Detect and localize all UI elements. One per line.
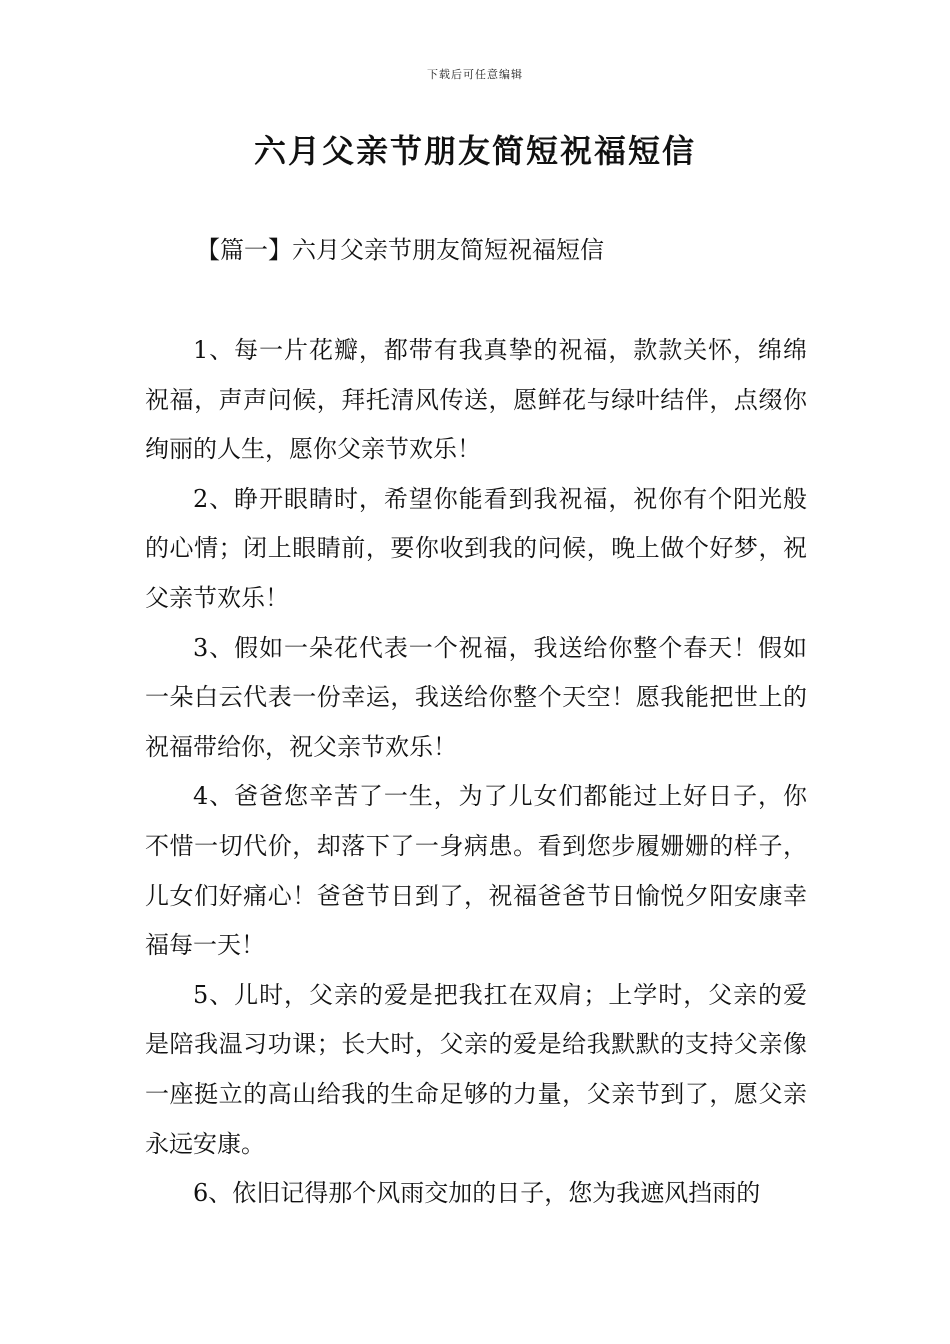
header-note: 下载后可任意编辑	[427, 68, 523, 81]
paragraph-3: 3、假如一朵花代表一个祝福，我送给你整个春天！假如一朵白云代表一份幸运，我送给你整个天空！愿我能把世上的祝福带给你，祝父亲节欢乐！	[145, 633, 807, 761]
paragraph-5: 5、儿时，父亲的爱是把我扛在双肩；上学时，父亲的爱是陪我温习功课；长大时，父亲的爱是给我默默的支持父亲像一座挺立的高山给我的生命足够的力量，父亲节到了，愿父亲永远安康。	[145, 980, 807, 1158]
paragraph-4: 4、爸爸您辛苦了一生，为了儿女们都能过上好日子，你不惜一切代价，却落下了一身病患。看到您步履姗姗的样子，儿女们好痛心！爸爸节日到了，祝福爸爸节日愉悦夕阳安康幸福每一天！	[145, 782, 807, 960]
paragraph-6: 6、依旧记得那个风雨交加的日子，您为我遮风挡雨的	[193, 1179, 761, 1208]
document-title: 六月父亲节朋友简短祝福短信	[253, 132, 696, 170]
body-text	[145, 326, 807, 1219]
paragraph-1: 1、每一片花瓣，都带有我真挚的祝福，款款关怀，绵绵祝福，声声问候，拜托清风传送，愿鲜花与绿叶结伴，点缀你绚丽的人生，愿你父亲节欢乐！	[145, 336, 807, 464]
section-heading: 【篇一】六月父亲节朋友简短祝福短信	[196, 236, 604, 264]
paragraph-2: 2、睁开眼睛时，希望你能看到我祝福，祝你有个阳光般的心情；闭上眼睛前，要你收到我的问候，晚上做个好梦，祝父亲节欢乐！	[145, 484, 807, 612]
